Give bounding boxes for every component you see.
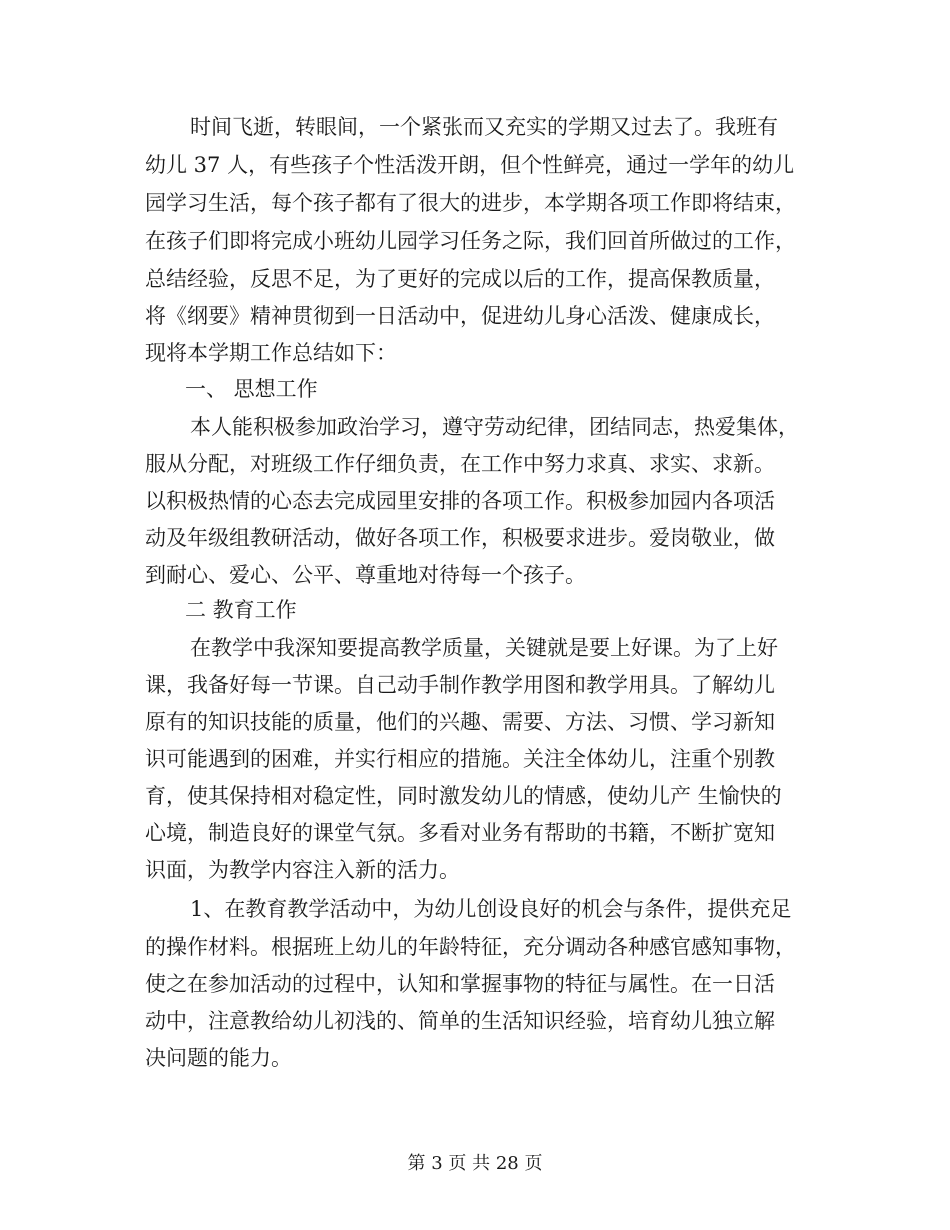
section-heading: 一、 思想工作 <box>185 377 318 401</box>
text-line: 决问题的能力。 <box>145 1046 292 1070</box>
text-line: 心境，制造良好的课堂气氛。多看对业务有帮助的书籍，不断扩宽知 <box>145 821 775 845</box>
text-line: 服从分配，对班级工作仔细负责，在工作中努力求真、求实、求新。 <box>145 452 775 476</box>
page-number-footer: 第 3 页 共 28 页 <box>407 1153 543 1174</box>
section-heading: 二 教育工作 <box>185 598 297 622</box>
text-line: 课，我备好每一节课。自己动手制作教学用图和教学用具。了解幼儿 <box>145 673 775 697</box>
text-line: 动中，注意教给幼儿初浅的、简单的生活知识经验，培育幼儿独立解 <box>145 1009 775 1033</box>
text-line: 在教学中我深知要提高教学质量，关键就是要上好课。为了上好 <box>190 636 778 660</box>
text-line: 识面，为教学内容注入新的活力。 <box>145 858 460 882</box>
text-line: 的操作材料。根据班上幼儿的年龄特征，充分调动各种感官感知事物， <box>145 935 796 959</box>
text-line: 时间飞逝，转眼间，一个紧张而又充实的学期又过去了。我班有 <box>190 115 778 139</box>
text-line: 幼儿 37 人，有些孩子个性活泼开朗，但个性鲜亮，通过一学年的幼儿 <box>145 153 795 177</box>
text-line: 原有的知识技能的质量，他们的兴趣、需要、方法、习惯、学习新知 <box>145 710 775 734</box>
text-line: 在孩子们即将完成小班幼儿园学习任务之际，我们回首所做过的工作， <box>145 229 796 253</box>
text-line: 识可能遇到的困难，并实行相应的措施。关注全体幼儿，注重个别教 <box>145 747 775 771</box>
text-line: 将《纲要》精神贯彻到一日活动中，促进幼儿身心活泼、健康成长， <box>145 304 775 328</box>
text-line: 育，使其保持相对稳定性，同时激发幼儿的情感，使幼儿产 生愉快的 <box>145 784 782 808</box>
text-line: 1、在教育教学活动中，为幼儿创设良好的机会与条件，提供充足 <box>190 897 792 921</box>
text-line: 动及年级组教研活动，做好各项工作，积极要求进步。爱岗敬业，做 <box>145 526 775 550</box>
text-line: 以积极热情的心态去完成园里安排的各项工作。积极参加园内各项活 <box>145 489 775 513</box>
text-line: 园学习生活，每个孩子都有了很大的进步，本学期各项工作即将结束， <box>145 191 796 215</box>
text-line: 本人能积极参加政治学习，遵守劳动纪律，团结同志，热爱集体， <box>190 415 799 439</box>
text-line: 现将本学期工作总结如下： <box>145 341 397 365</box>
text-line: 使之在参加活动的过程中，认知和掌握事物的特征与属性。在一日活 <box>145 972 775 996</box>
text-line: 到耐心、爱心、公平、尊重地对待每一个孩子。 <box>145 563 586 587</box>
text-line: 总结经验，反思不足，为了更好的完成以后的工作，提高保教质量， <box>145 267 775 291</box>
